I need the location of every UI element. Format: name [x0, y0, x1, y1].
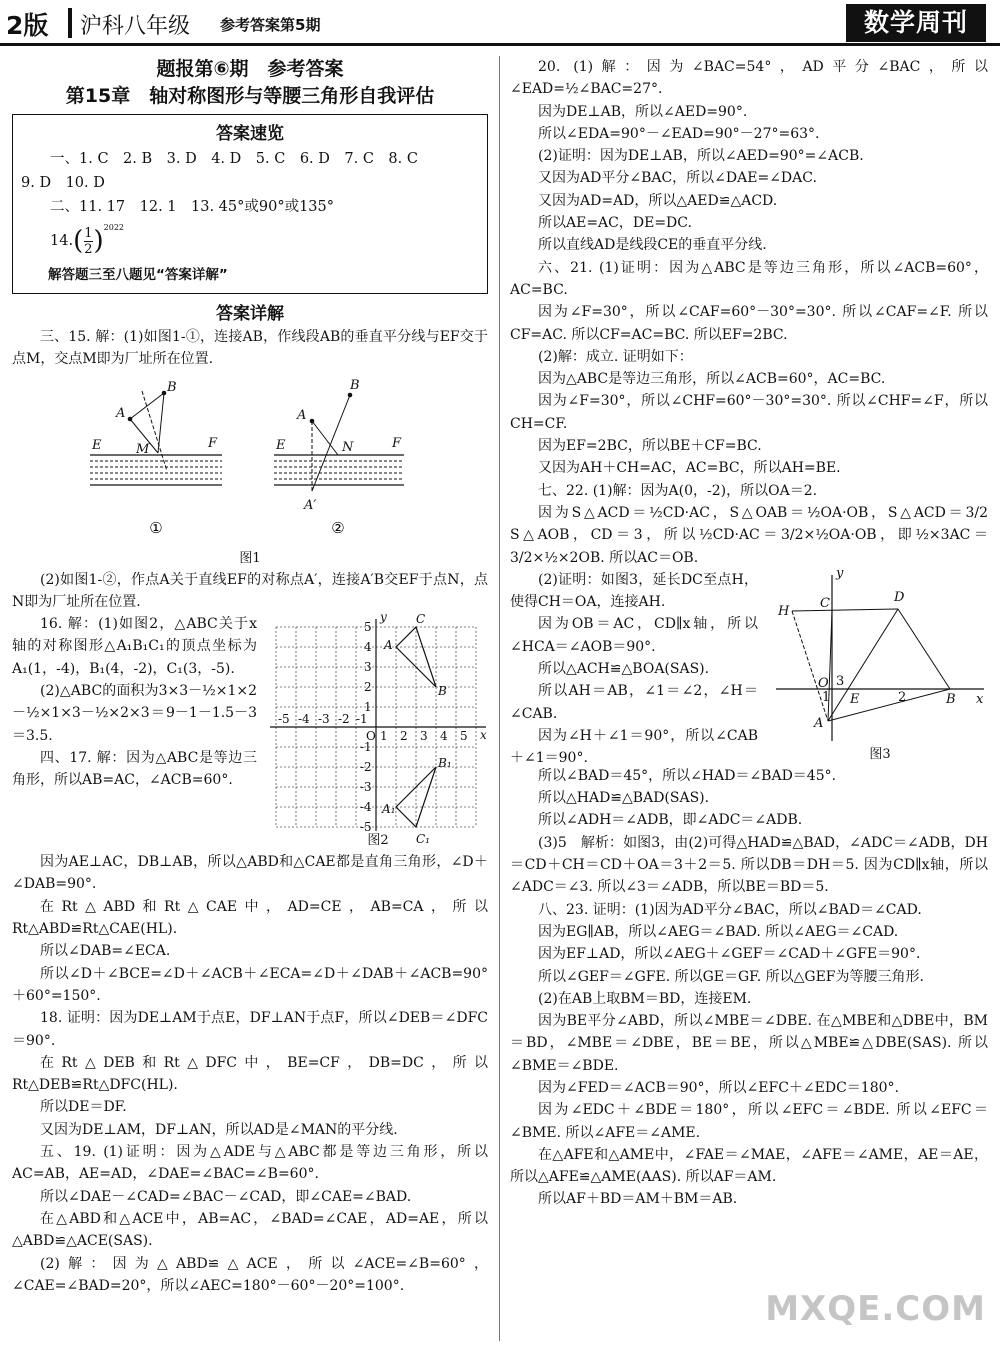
q22-part3: (2)证明：如图3，延长DC至点H，使得CH＝OA，连接AH.	[510, 571, 758, 611]
svg-text:-1: -1	[360, 740, 372, 755]
q19-part3: 在△ABD和△ACE中，AB=AC，∠BAD=∠CAE，AD=AE，所以△ABD≌△ACE(SAS).	[12, 1210, 488, 1250]
svg-text:C: C	[416, 612, 426, 627]
svg-text:-5: -5	[278, 712, 290, 727]
svg-text:1: 1	[380, 729, 388, 744]
svg-text:-2: -2	[360, 760, 372, 775]
q23-part8: 因为∠EDC＋∠BDE＝180°，所以∠EFC＝∠BDE. 所以∠EFC＝∠BME. 所以∠AFE＝∠AME.	[510, 1102, 988, 1141]
svg-text:x: x	[480, 728, 487, 743]
q23-part6: 因为BE平分∠ABD，所以∠MBE＝∠DBE. 在△MBE和△DBE中，BM＝BD，∠MBE＝∠DBE，BE＝BE，所以△MBE≌△DBE(SAS). 所以∠BME＝∠BDE.	[510, 1013, 988, 1074]
q23-part4: 所以∠GEF＝∠GFE. 所以GE＝GF. 所以△GEF为等腰三角形.	[538, 968, 924, 985]
q20-part1: 20. (1)解：因为∠BAC=54°，AD平分∠BAC，所以∠EAD=½∠BAC=27°.	[510, 59, 988, 98]
q22-part10: 所以∠ADH＝∠ADB，即∠ADC＝∠ADB.	[538, 812, 803, 829]
svg-text:A: A	[116, 405, 126, 421]
figure-1-caption: 图1	[239, 550, 261, 566]
header-divider	[68, 8, 72, 38]
svg-text:-4: -4	[360, 800, 372, 815]
svg-text:-5: -5	[360, 820, 372, 835]
q23-part5: (2)在AB上取BM＝BD，连接EM.	[538, 990, 752, 1007]
svg-text:y: y	[836, 565, 844, 581]
svg-text:5: 5	[364, 620, 372, 635]
q18-part1: 18. 证明：因为DE⊥AM于点E，DF⊥AN于点F，所以∠DEB＝∠DFC＝90°.	[12, 1010, 488, 1049]
svg-text:2: 2	[364, 680, 372, 695]
q22-part7: 因为∠H＋∠1＝90°，所以∠CAB＋∠1＝90°.	[510, 727, 758, 767]
q21-part2: 因为∠F=30°，所以∠CAF=60°－30°=30°. 所以∠CAF=∠F. 所以CF=AC. 所以CF=AC=BC. 所以EF=2BC.	[510, 304, 988, 343]
svg-text:A: A	[297, 407, 307, 423]
figure-1	[12, 371, 488, 549]
q21-part1: 六、21. (1)证明：因为△ABC是等边三角形，所以∠ACB=60°，AC=BC.	[510, 259, 988, 298]
svg-text:E: E	[276, 437, 286, 453]
svg-text:B: B	[946, 691, 956, 707]
q18-part2: 在Rt△DEB和Rt△DFC中，BE=CF，DB=DC，所以Rt△DEB≌Rt△DFC(HL).	[12, 1054, 488, 1094]
svg-text:C₁: C₁	[416, 832, 430, 847]
q20-part3: 所以∠EDA=90°－∠EAD=90°－27°=63°.	[538, 125, 820, 142]
q17-part5: 所以∠D＋∠BCE=∠D＋∠ACB＋∠ECA=∠D＋∠DAB＋∠ACB=90°＋60°=150°.	[12, 965, 488, 1004]
figure-2-caption: 图2	[367, 833, 389, 849]
q20-part5: 又因为AD平分∠BAC，所以∠DAE=∠DAC.	[538, 170, 817, 187]
svg-text:A₁: A₁	[382, 802, 396, 817]
svg-text:O: O	[818, 675, 829, 691]
svg-text:-1: -1	[356, 712, 368, 727]
left-column	[12, 56, 488, 1297]
svg-text:A′: A′	[304, 497, 317, 513]
q17-part2: 因为AE⊥AC，DB⊥AB，所以△ABD和△CAE都是直角三角形，∠D＋∠DAB=90°.	[12, 854, 488, 893]
q20-part6: 又因为AD=AD，所以△AED≌△ACD.	[538, 192, 778, 209]
watermark: MXQE.COM	[765, 1289, 986, 1329]
column-divider	[499, 56, 500, 1341]
q21-part6: 因为EF=2BC，所以BE＋CF=BC.	[538, 438, 762, 455]
q23-part10: 所以AF＋BD＝AM＋BM＝AB.	[538, 1191, 738, 1208]
svg-text:E: E	[850, 691, 860, 707]
q19-part1: 五、19. (1)证明：因为△ADE与△ABC都是等边三角形，所以AC=AB，AE=AD，∠DAE=∠BAC=∠B=60°.	[12, 1144, 488, 1183]
q21-part7: 又因为AH＋CH=AC，AC=BC，所以AH=BE.	[538, 460, 841, 477]
q19-part4: (2)解：因为△ABD≌△ACE，所以∠ACE=∠B=60°，∠CAE=∠BAD=20°，所以∠AEC=180°－60°－20°=100°.	[12, 1255, 488, 1294]
q20-part8: 所以直线AD是线段CE的垂直平分线.	[538, 237, 767, 254]
q17-part1: 四、17. 解：因为△ABC是等边三角形，所以AB=AC，∠ACB=60°.	[12, 749, 257, 789]
svg-text:3: 3	[364, 660, 372, 675]
q23-part7: 因为∠FED＝∠ACB＝90°，所以∠EFC＋∠EDC＝180°.	[538, 1079, 899, 1096]
grade-label: 沪科八年级	[80, 14, 191, 39]
svg-text:4: 4	[440, 729, 448, 744]
right-column	[510, 56, 988, 1211]
svg-text:F: F	[208, 435, 218, 451]
svg-text:1: 1	[822, 689, 831, 705]
q19-part2: 所以∠DAE－∠CAD=∠BAC－∠CAD，即∠CAE=∠BAD.	[40, 1188, 412, 1205]
svg-text:A: A	[384, 638, 393, 653]
summary-line-2: 9. D 10. D	[21, 175, 105, 191]
svg-text:B: B	[167, 379, 177, 395]
svg-text:y: y	[380, 610, 387, 625]
q23-part2: 因为EG∥AB，所以∠AEG＝∠BAD. 所以∠AEG＝∠CAD.	[538, 923, 899, 940]
q22-part9: 所以△HAD≌△BAD(SAS).	[538, 790, 710, 807]
issue-title: 题报第⑥期 参考答案	[156, 58, 344, 80]
svg-text:5: 5	[460, 729, 468, 744]
svg-text:-2: -2	[338, 712, 350, 727]
svg-text:-3: -3	[360, 780, 372, 795]
q15-part1: 三、15. 解：(1)如图1-①，连接AB，作线段AB的垂直平分线与EF交于点M，交点M即为厂址所在位置.	[12, 329, 488, 368]
q20-part2: 因为DE⊥AB，所以∠AED=90°.	[538, 103, 748, 120]
svg-text:4: 4	[364, 640, 372, 655]
svg-text:F: F	[392, 435, 402, 451]
q22-part11: (3)5 解析：如图3，由(2)可得△HAD≌△BAD，∠ADC＝∠ADB，DH＝CD＋CH＝CD＋OA＝3＋2＝5. 所以DB＝DH＝5. 因为CD∥x轴，所以∠ADC＝∠3. 所以∠3＝∠ADB，所以BE＝BD＝5.	[510, 834, 988, 896]
q18-part3: 所以DE＝DF.	[40, 1099, 127, 1116]
q22-block	[510, 565, 988, 767]
fig1-label-2: ②	[331, 518, 345, 537]
q23-part1: 八、23. 证明：(1)因为AD平分∠BAC，所以∠BAD＝∠CAD.	[538, 901, 922, 918]
svg-text:H: H	[778, 603, 790, 619]
q22-part5: 所以△ACH≌△BOA(SAS).	[538, 661, 710, 678]
issue-label: 参考答案第5期	[220, 16, 321, 34]
svg-text:O: O	[366, 729, 376, 744]
svg-text:C: C	[820, 595, 830, 611]
svg-text:N: N	[342, 439, 354, 455]
svg-text:1: 1	[364, 700, 372, 715]
q14-fraction: $\frac{1}{2}$	[84, 225, 93, 257]
q23-part9: 在△AFE和△AME中，∠FAE＝∠MAE，∠AFE＝∠AME，AE＝AE，所以△AFE≌△AME(AAS). 所以AF＝AM.	[510, 1146, 988, 1186]
q17-part4: 所以∠DAB=∠ECA.	[40, 943, 171, 960]
q22-part8: 所以∠BAD＝45°，所以∠HAD＝∠BAD＝45°.	[538, 767, 837, 784]
q23-part3: 因为EF⊥AD，所以∠AEG＋∠GEF＝∠CAD＋∠GFE＝90°.	[538, 946, 921, 963]
q22-part2: 因为S△ACD＝½CD·AC，S△OAB＝½OA·OB，S△ACD＝3/2 S△AOB，CD＝3，所以½CD·AC＝3/2×½OA·OB，即½×3AC＝3/2×½×2OB. 所以AC＝OB.	[510, 504, 988, 566]
svg-text:3: 3	[420, 729, 428, 744]
summary-line-1: 一、1. C 2. B 3. D 4. D 5. C 6. D 7. C 8. C	[50, 151, 418, 167]
answer-summary-box	[12, 114, 488, 294]
q16-part1: 16. 解：(1)如图2，△ABC关于x轴的对称图形△A₁B₁C₁的顶点坐标为A₁(1，-4)，B₁(4，-2)，C₁(3，-5).	[12, 616, 257, 677]
figure-3	[772, 565, 988, 765]
brand-logo: 数学周刊	[846, 4, 986, 42]
svg-text:D: D	[894, 589, 905, 605]
chapter-title: 第15章 轴对称图形与等腰三角形自我评估	[65, 85, 435, 107]
figure-3-caption: 图3	[869, 746, 891, 762]
svg-text:B: B	[438, 684, 447, 699]
q20-part4: (2)证明：因为DE⊥AB，所以∠AED=90°=∠ACB.	[538, 148, 864, 165]
q14-exponent: 2022	[103, 223, 125, 232]
q18-part4: 又因为DE⊥AM，DF⊥AN，所以AD是∠MAN的平分线.	[40, 1121, 398, 1138]
q22-part6: 所以AH＝AB，∠1＝∠2，∠H＝∠CAB.	[510, 683, 758, 722]
svg-text:E: E	[92, 437, 102, 453]
edition-label: 2版	[6, 11, 49, 40]
q15-part2: (2)如图1-②，作点A关于直线EF的对称点A′，连接A′B交EF于点N，点N即为厂址所在位置.	[12, 571, 488, 610]
svg-text:-4: -4	[298, 712, 310, 727]
svg-text:x: x	[976, 691, 984, 707]
q21-part5: 因为∠F=30°，所以∠CHF=60°－30°=30°. 所以∠CHF=∠F，所以CH=CF.	[510, 393, 988, 432]
summary-line-4: 14. ( $\frac{1}{2}$ ) 2022	[50, 223, 125, 257]
svg-text:2: 2	[898, 689, 907, 705]
svg-text:M: M	[136, 441, 150, 457]
q17-part3: 在Rt△ABD和Rt△CAE中，AD=CE，AB=CA，所以Rt△ABD≌Rt△CAE(HL).	[12, 898, 488, 938]
summary-title: 答案速览	[216, 124, 284, 144]
q21-part4: 因为△ABC是等边三角形，所以∠ACB=60°，AC=BC.	[538, 371, 886, 388]
detail-title: 答案详解	[216, 304, 284, 324]
svg-text:A: A	[814, 715, 824, 731]
q20-part7: 所以AE=AC，DE=DC.	[538, 215, 692, 232]
svg-text:3: 3	[836, 673, 845, 689]
q16-part2: (2)△ABC的面积为3×3－½×1×2－½×1×3－½×2×3＝9－1－1.5－3＝3.5.	[12, 683, 257, 744]
q14-label: 14.	[50, 233, 74, 249]
svg-text:B₁: B₁	[438, 756, 452, 771]
q22-part1: 七、22. (1)解：因为A(0，-2)，所以OA＝2.	[538, 482, 818, 499]
summary-note: 解答题三至八题见“答案详解”	[48, 267, 228, 283]
svg-text:2: 2	[400, 729, 408, 744]
summary-line-3: 二、11. 17 12. 1 13. 45°或90°或135°	[50, 199, 335, 215]
svg-text:-3: -3	[318, 712, 330, 727]
q22-part4: 因为OB＝AC，CD∥x轴，所以∠HCA＝∠AOB＝90°.	[510, 616, 758, 655]
figure-1-drawing	[12, 371, 488, 549]
q16-block	[12, 610, 488, 847]
page-header	[0, 0, 1000, 46]
figure-3-drawing	[772, 565, 988, 745]
q21-part3: (2)解：成立. 证明如下：	[538, 348, 693, 365]
svg-text:B: B	[350, 377, 360, 393]
fig1-label-1: ①	[149, 518, 163, 537]
